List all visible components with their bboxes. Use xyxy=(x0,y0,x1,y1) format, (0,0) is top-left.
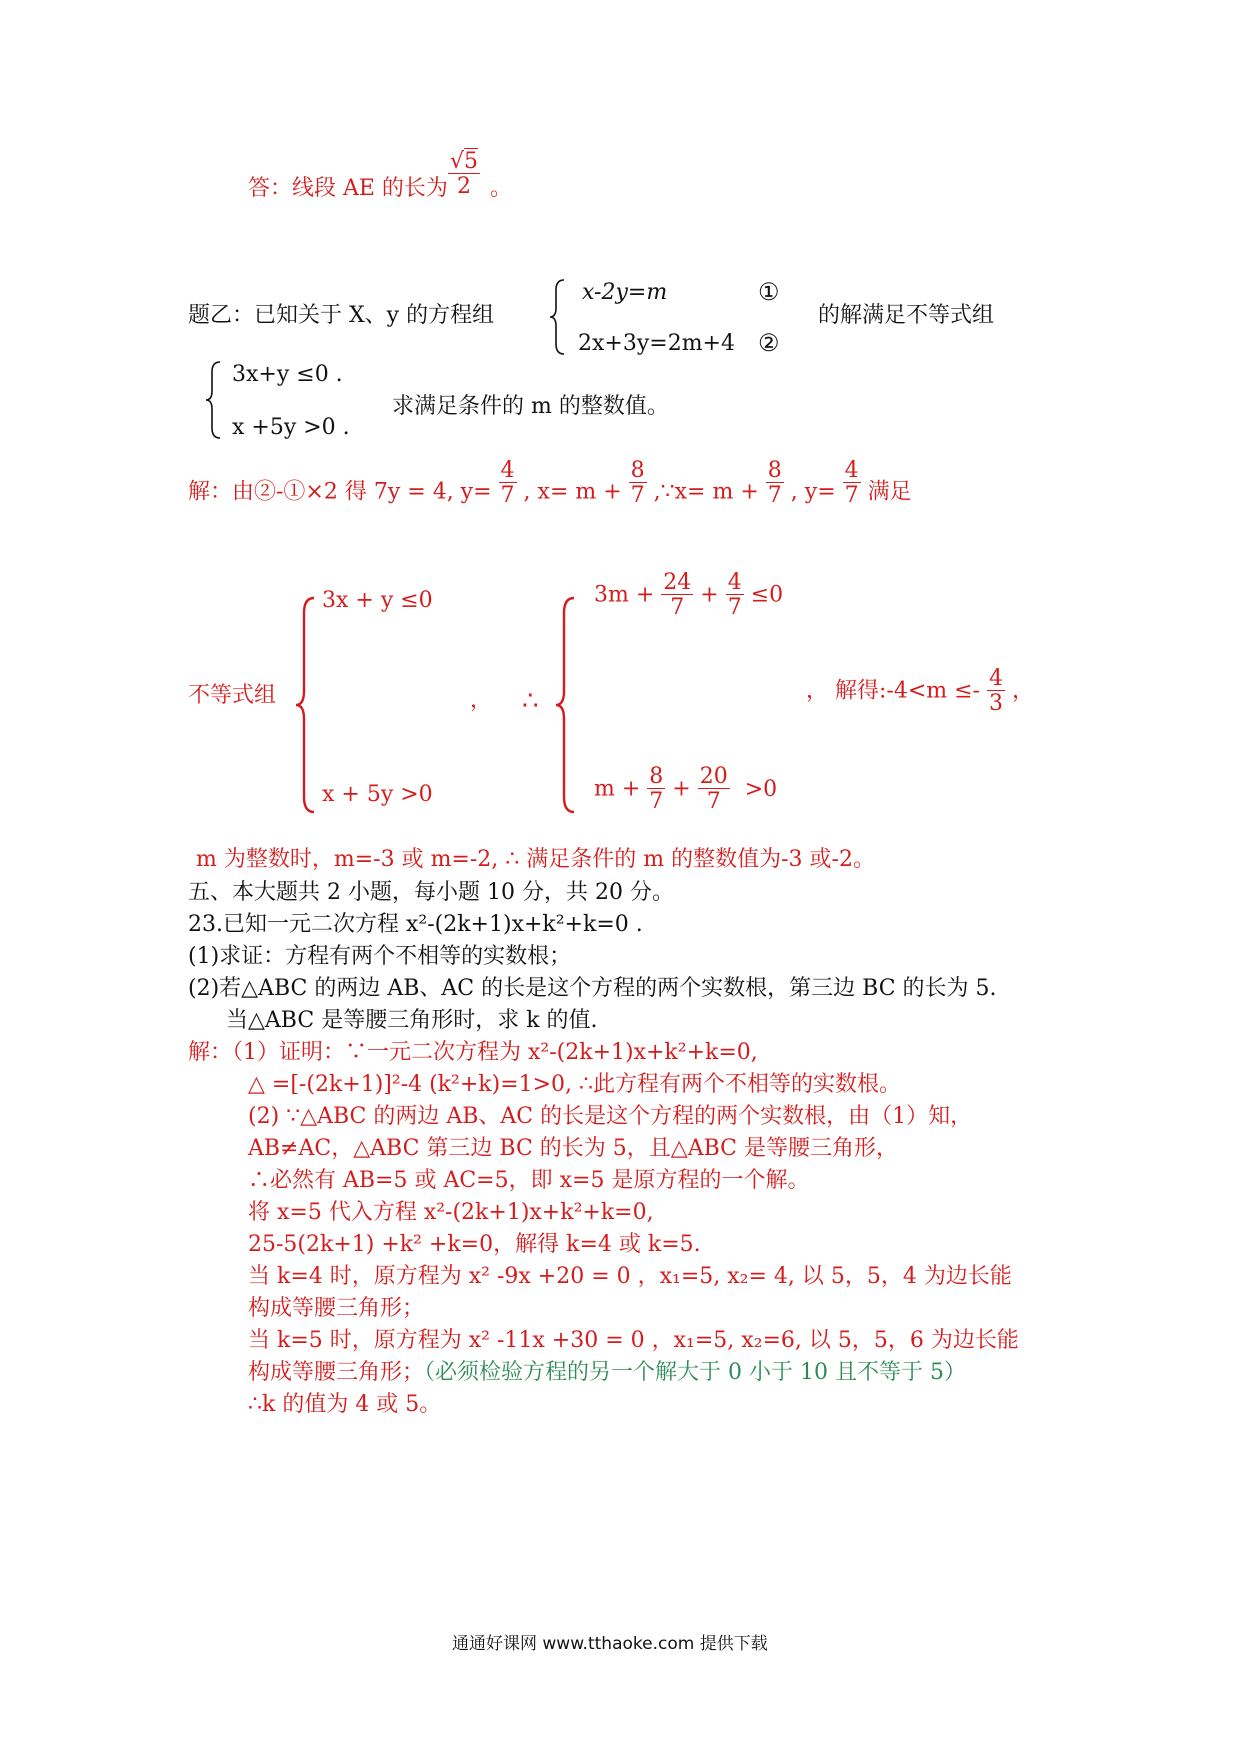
fraction-x2 xyxy=(766,460,784,507)
solution-result xyxy=(806,668,1034,715)
solution23-line1: 解：（1）证明：∵一元二次方程为 x²-(2k+1)x+k²+k=0, xyxy=(188,1040,758,1065)
equation-1-mark: ① xyxy=(758,278,780,306)
equation-2-mark: ② xyxy=(758,329,780,357)
solution23-line12: ∴k 的值为 4 或 5。 xyxy=(248,1392,442,1417)
solution23-line5: ∴必然有 AB=5 或 AC=5，即 x=5 是原方程的一个解。 xyxy=(248,1168,810,1193)
expr-part: ≤0 xyxy=(750,582,784,608)
answer-suffix: 。 xyxy=(489,176,512,201)
page-footer: 通通好课网 www.tthaoke.com 提供下载 xyxy=(452,1634,768,1654)
fraction-den: 7 xyxy=(844,483,859,508)
solution23-line3: (2) ∵△ABC 的两边 AB、AC 的长是这个方程的两个实数根，由（1）知， xyxy=(248,1104,973,1129)
expr-part: + xyxy=(672,776,691,802)
red-brace-left xyxy=(294,595,318,815)
fraction-num: 20 xyxy=(699,764,728,789)
fraction-num: 24 xyxy=(663,570,692,595)
sqrt-radicand: 5 xyxy=(463,148,478,174)
problem-b-after: 的解满足不等式组 xyxy=(818,303,995,328)
fraction-4-7 xyxy=(726,572,744,619)
equation-1: x-2y=m xyxy=(582,280,668,305)
fraction-den: 7 xyxy=(767,483,782,508)
question-23: 23.已知一元二次方程 x²-(2k+1)x+k²+k=0 . xyxy=(188,912,643,937)
fraction-y xyxy=(499,460,517,507)
therefore-symbol: ∴ xyxy=(522,686,539,716)
fraction-x xyxy=(629,460,647,507)
result-text: ， xyxy=(1012,678,1035,704)
fraction-8-7 xyxy=(647,766,665,813)
result-text: ， 解得:-4<m ≤- xyxy=(806,678,980,704)
solution23-line4: AB≠AC，△ABC 第三边 BC 的长为 5，且△ABC 是等腰三角形， xyxy=(248,1136,899,1161)
problem-b-ask: 求满足条件的 m 的整数值。 xyxy=(392,394,669,419)
expr-part: m + xyxy=(594,776,641,802)
fraction-4-3 xyxy=(987,668,1005,715)
fraction-num: 8 xyxy=(630,458,645,483)
solution-b-conclusion: m 为整数时，m=-3 或 m=-2, ∴ 满足条件的 m 的整数值为-3 或-2。 xyxy=(196,847,875,872)
equation-2: 2x+3y=2m+4 xyxy=(578,331,735,356)
comma-sep: ， xyxy=(470,688,493,713)
fraction-num: 8 xyxy=(767,458,782,483)
solution23-line10: 当 k=5 时，原方程为 x² -11x +30 = 0 ，x₁=5, x₂=6, 以 5，5，6 为边长能 xyxy=(248,1328,1019,1353)
question-23-part2a: (2)若△ABC 的两边 AB、AC 的长是这个方程的两个实数根，第三边 BC 的长为 5. xyxy=(188,976,997,1001)
verification-note: （必须检验方程的另一个解大于 0 小于 10 且不等于 5） xyxy=(424,1360,966,1385)
solution23-line11-text: 构成等腰三角形； xyxy=(248,1360,425,1385)
fraction-den: 3 xyxy=(989,691,1003,716)
solution-b-y: , y= xyxy=(790,479,836,505)
left-brace-equations xyxy=(548,278,568,356)
fraction-num: 4 xyxy=(727,570,742,595)
fraction-den: 7 xyxy=(649,789,664,814)
answer-prefix: 答：线段 AE 的长为 xyxy=(248,176,448,201)
solution-b-step: 解：由②-①×2 得 7y = 4, y= xyxy=(188,479,492,505)
fraction-den: 7 xyxy=(630,483,645,508)
left-brace-inequalities xyxy=(204,360,224,440)
ineq-left-top: 3x + y ≤0 xyxy=(322,588,433,613)
ineq-right-top xyxy=(594,572,783,619)
fraction-den: 7 xyxy=(706,789,721,814)
fraction-24-7 xyxy=(661,572,693,619)
solution-b-line1 xyxy=(188,458,912,508)
sqrt5-over-2 xyxy=(448,148,480,199)
solution23-line9: 构成等腰三角形； xyxy=(248,1296,425,1321)
expr-part: 3m + xyxy=(594,582,655,608)
inequality-1: 3x+y ≤0 . xyxy=(232,362,343,387)
fraction-den: 7 xyxy=(500,483,515,508)
question-23-part1: (1)求证：方程有两个不相等的实数根； xyxy=(188,944,572,969)
sqrt-sign: √ xyxy=(449,148,464,174)
inequality-2: x +5y >0 . xyxy=(232,415,350,440)
ineq-label: 不等式组 xyxy=(188,683,277,708)
fraction-num: 4 xyxy=(989,666,1003,691)
fraction-20-7 xyxy=(698,766,730,813)
answer-line xyxy=(248,148,512,201)
solution-b-x: , x= m + xyxy=(523,479,622,505)
question-23-part2b: 当△ABC 是等腰三角形时，求 k 的值. xyxy=(226,1008,598,1033)
section-heading: 五、本大题共 2 小题，每小题 10 分，共 20 分。 xyxy=(188,880,674,905)
fraction-y2 xyxy=(843,460,861,507)
fraction-num: 8 xyxy=(649,764,664,789)
ineq-right-bottom xyxy=(594,766,777,813)
fraction-num: 4 xyxy=(844,458,859,483)
problem-b-intro: 题乙：已知关于 X、y 的方程组 xyxy=(188,303,495,328)
fraction-den: 7 xyxy=(727,595,742,620)
fraction-num: 4 xyxy=(500,458,515,483)
red-brace-right xyxy=(554,595,578,815)
ineq-left-bottom: x + 5y >0 xyxy=(322,782,433,807)
solution23-line7: 25-5(2k+1) +k² +k=0，解得 k=4 或 k=5. xyxy=(248,1232,701,1257)
expr-part: >0 xyxy=(744,776,778,802)
solution23-line11 xyxy=(248,1362,966,1384)
expr-part: + xyxy=(700,582,719,608)
solution-b-since: ,∵x= m + xyxy=(653,479,759,505)
solution-b-satisfy: 满足 xyxy=(867,479,912,505)
fraction-denominator: 2 xyxy=(456,173,471,199)
solution23-line2: △ =[-(2k+1)]²-4 (k²+k)=1>0, ∴此方程有两个不相等的实数根。 xyxy=(248,1072,902,1097)
solution23-line6: 将 x=5 代入方程 x²-(2k+1)x+k²+k=0, xyxy=(248,1200,654,1225)
solution23-line8: 当 k=4 时，原方程为 x² -9x +20 = 0 ，x₁=5, x₂= 4, 以 5，5，4 为边长能 xyxy=(248,1264,1012,1289)
fraction-den: 7 xyxy=(670,595,685,620)
